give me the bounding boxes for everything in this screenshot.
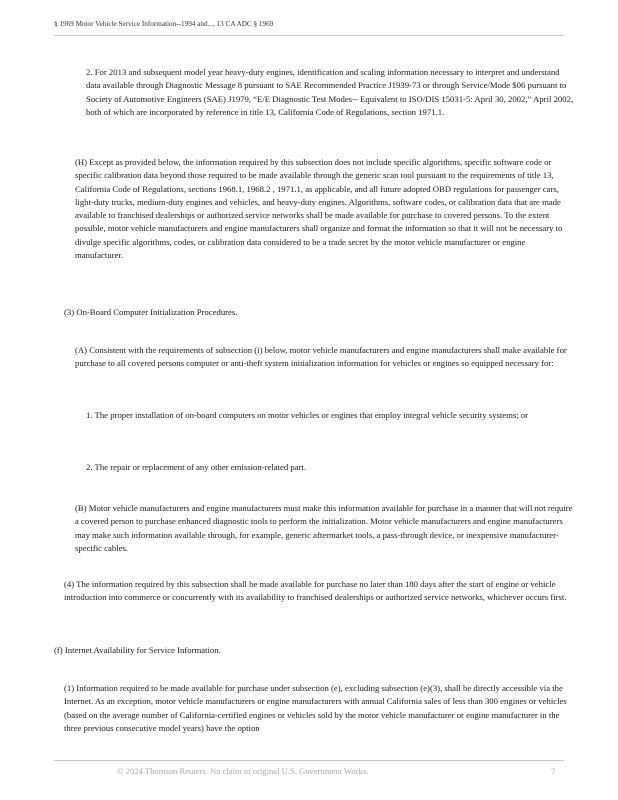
- footer-copyright: © 2024 Thomson Reuters. No claim to original U.S. Government Works.: [117, 766, 369, 776]
- running-header: § 1969 Motor Vehicle Service Information--1994 and..., 13 CA ADC § 1969: [54, 20, 274, 28]
- paragraph-f1-internet-access: (1) Information required to be made available for purchase under subsection (e), excluding subsection (e)(3), shall be directly accessible via the Internet. As an exception, motor vehicle manufacturers or engine manufacturers with annual California sales of less than 300 engines or vehicles (based on the average number of California-certified engines or vehicles sold by the motor vehicle manufacturer or engine manufacturer in the three previous consecutive model years) have the option: [64, 683, 567, 733]
- footer-divider: [54, 760, 564, 761]
- paragraph-f-internet-heading: (f) Internet Availability for Service Information.: [54, 645, 221, 655]
- paragraph-3B-availability-manner: (B) Motor vehicle manufacturers and engine manufacturers must make this information available for purchase in a manner that will not require a covered person to purchase enhanced diagnostic tools to perform the initialization. Motor vehicle manufacturers and engine manufacturers may make such information available through, for example, generic aftermarket tools, a pass-through device, or inexpensive manufacturer-specific cables.: [75, 503, 573, 553]
- paragraph-3-initialization-heading: (3) On-Board Computer Initialization Procedures.: [64, 307, 238, 317]
- paragraph-2-scaling-information: 2. For 2013 and subsequent model year heavy-duty engines, identification and scaling information necessary to interpret and understand data available through Diagnostic Message 8 pursuant to SAE Recommended Practice J1939-73 or through Service/Mode $06 pursuant to Society of Automotive Engineers (SAE) J1979, “E/E Diagnostic Test Modes-- Equivalent to ISO/DIS 15031-5: April 30, 2002,” April 2002, both of which are incorporated by reference in title 13, California Code of Regulations, section 1971.1.: [86, 67, 574, 117]
- paragraph-H-exceptions: (H) Except as provided below, the information required by this subsection does not include specific algorithms, specific software code or specific calibration data beyond those required to be made available through the generic scan tool pursuant to the requirements of title 13, California Code of Regulations, sections 1968.1, 1968.2 , 1971.1, as applicable, and all future adopted OBD regulations for passenger cars, light-duty trucks, medium-duty engines and vehicles, and heavy-duty engines. Algorithms, software codes, or calibration data that are made available to franchised dealerships or authorized service networks shall be made available for purchase to covered persons. To the extent possible, motor vehicle manufacturers and engine manufacturers shall organize and format the information so that it will not be necessary to divulge specific algorithms, codes, or calibration data considered to be a trade secret by the motor vehicle manufacturer or engine manufacturer.: [75, 157, 563, 261]
- paragraph-4-timing: (4) The information required by this subsection shall be made available for purchase no later than 180 days after the start of engine or vehicle introduction into commerce or concurrently with its availability to franchised dealerships or authorized service networks, whichever occurs first.: [64, 579, 567, 603]
- page-number: 7: [551, 766, 556, 776]
- paragraph-3A1-installation: 1. The proper installation of on-board computers on motor vehicles or engines that employ integral vehicle security systems; or: [86, 410, 529, 420]
- header-divider: [54, 35, 564, 36]
- paragraph-3A2-repair: 2. The repair or replacement of any other emission-related part.: [86, 462, 307, 472]
- paragraph-3A-consistency: (A) Consistent with the requirements of subsection (i) below, motor vehicle manufacturers and engine manufacturers shall make available for purchase to all covered persons computer or anti-theft system initialization information for vehicles or engines so equipped necessary for:: [75, 345, 567, 369]
